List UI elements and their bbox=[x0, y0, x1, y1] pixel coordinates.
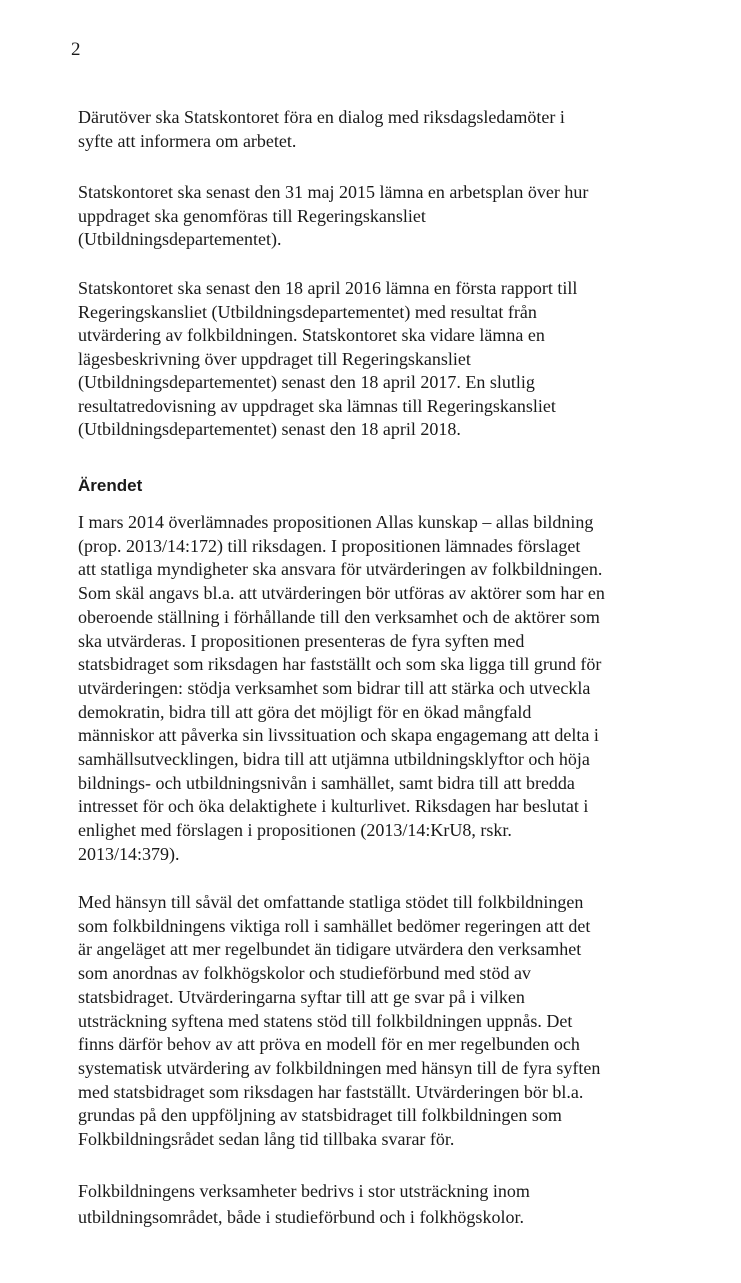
paragraph-activities bbox=[78, 1178, 678, 1230]
text-line: (Utbildningsdepartementet) senast den 18 april 2018. bbox=[78, 419, 461, 439]
paragraph-assessment bbox=[78, 891, 678, 1152]
text-line: Statskontoret ska senast den 18 april 2016 lämna en första rapport till bbox=[78, 278, 578, 298]
paragraph-reports bbox=[78, 277, 678, 442]
text-line: I mars 2014 överlämnades propositionen Allas kunskap – allas bildning bbox=[78, 512, 594, 532]
text-line: Med hänsyn till såväl det omfattande statliga stödet till folkbildningen bbox=[78, 892, 584, 912]
text-line: Regeringskansliet (Utbildningsdepartementet) med resultat från bbox=[78, 301, 537, 322]
text-line: människor att påverka sin livssituation och skapa engagemang att delta i bbox=[78, 725, 599, 746]
text-line: uppdraget ska genomföras till Regeringskansliet bbox=[78, 205, 426, 226]
text-line: statsbidraget som riksdagen har fastställt och som ska ligga till grund för bbox=[78, 654, 602, 675]
text-line: statsbidraget. Utvärderingarna syftar till att ge svar på i vilken bbox=[78, 986, 525, 1007]
text-line: grundas på den uppföljning av statsbidraget till folkbildningen som bbox=[78, 1105, 562, 1126]
text-line: som folkbildningens viktiga roll i samhället bedömer regeringen att det bbox=[78, 915, 591, 936]
text-line: demokratin, bidra till att göra det möjligt för en ökad mångfald bbox=[78, 701, 532, 722]
text-line: utbildningsområdet, både i studieförbund och i folkhögskolor. bbox=[78, 1207, 524, 1227]
text-line: Folkbildningens verksamheter bedrivs i stor utsträckning inom bbox=[78, 1181, 530, 1201]
text-line: lägesbeskrivning över uppdraget till Regeringskansliet bbox=[78, 348, 471, 369]
text-line: (prop. 2013/14:172) till riksdagen. I propositionen lämnades förslaget bbox=[78, 535, 581, 556]
text-line: Därutöver ska Statskontoret föra en dialog med riksdagsledamöter i bbox=[78, 107, 565, 127]
text-line: syfte att informera om arbetet. bbox=[78, 130, 297, 151]
text-line: bildnings- och utbildningsnivån i samhället, samt bidra till att bredda bbox=[78, 772, 575, 793]
text-line: Statskontoret ska senast den 31 maj 2015 lämna en arbetsplan över hur bbox=[78, 182, 589, 202]
text-line: utsträckning syftena med statens stöd till folkbildningen uppnås. Det bbox=[78, 1010, 573, 1031]
text-line: (Utbildningsdepartementet). bbox=[78, 229, 282, 249]
text-line: (Utbildningsdepartementet) senast den 18 april 2017. En slutlig bbox=[78, 372, 535, 392]
text-line: resultatredovisning av uppdraget ska lämnas till Regeringskansliet bbox=[78, 395, 556, 416]
text-line: med statsbidraget som riksdagen har fastställt. Utvärderingen bör bl.a. bbox=[78, 1081, 584, 1102]
text-line: 2013/14:379). bbox=[78, 843, 180, 864]
text-line: utvärdering av folkbildningen. Statskontoret ska vidare lämna en bbox=[78, 325, 545, 345]
text-line: Som skäl angavs bl.a. att utvärderingen bör utföras av aktörer som har en bbox=[78, 583, 605, 604]
section-heading: Ärendet bbox=[78, 476, 143, 495]
text-line: ska utvärderas. I propositionen presenteras de fyra syften med bbox=[78, 630, 525, 651]
paragraph-workplan bbox=[78, 181, 678, 252]
page-number: 2 bbox=[71, 39, 81, 60]
text-line: finns därför behov av att pröva en modell för en mer regelbunden och bbox=[78, 1034, 580, 1055]
text-line: samhällsutvecklingen, bidra till att utjämna utbildningsklyftor och höja bbox=[78, 749, 590, 770]
text-line: som anordnas av folkhögskolor och studieförbund med stöd av bbox=[78, 963, 531, 984]
text-line: att statliga myndigheter ska ansvara för utvärderingen av folkbildningen. bbox=[78, 559, 603, 580]
text-line: Folkbildningsrådet sedan lång tid tillbaka svarar för. bbox=[78, 1129, 455, 1150]
text-line: systematisk utvärdering av folkbildningen med hänsyn till de fyra syften bbox=[78, 1057, 601, 1078]
text-line: är angeläget att mer regelbundet än tidigare utvärdera den verksamhet bbox=[78, 939, 582, 960]
text-line: utvärderingen: stödja verksamhet som bidrar till att stärka och utveckla bbox=[78, 677, 591, 698]
paragraph-proposition bbox=[78, 511, 678, 867]
text-line: enlighet med förslagen i propositionen (2013/14:KrU8, rskr. bbox=[78, 820, 512, 841]
paragraph-dialog bbox=[78, 106, 678, 153]
text-line: oberoende ställning i förhållande till den verksamhet och de aktörer som bbox=[78, 606, 600, 627]
text-line: intresset för och öka delaktighete i kulturlivet. Riksdagen har beslutat i bbox=[78, 796, 589, 817]
